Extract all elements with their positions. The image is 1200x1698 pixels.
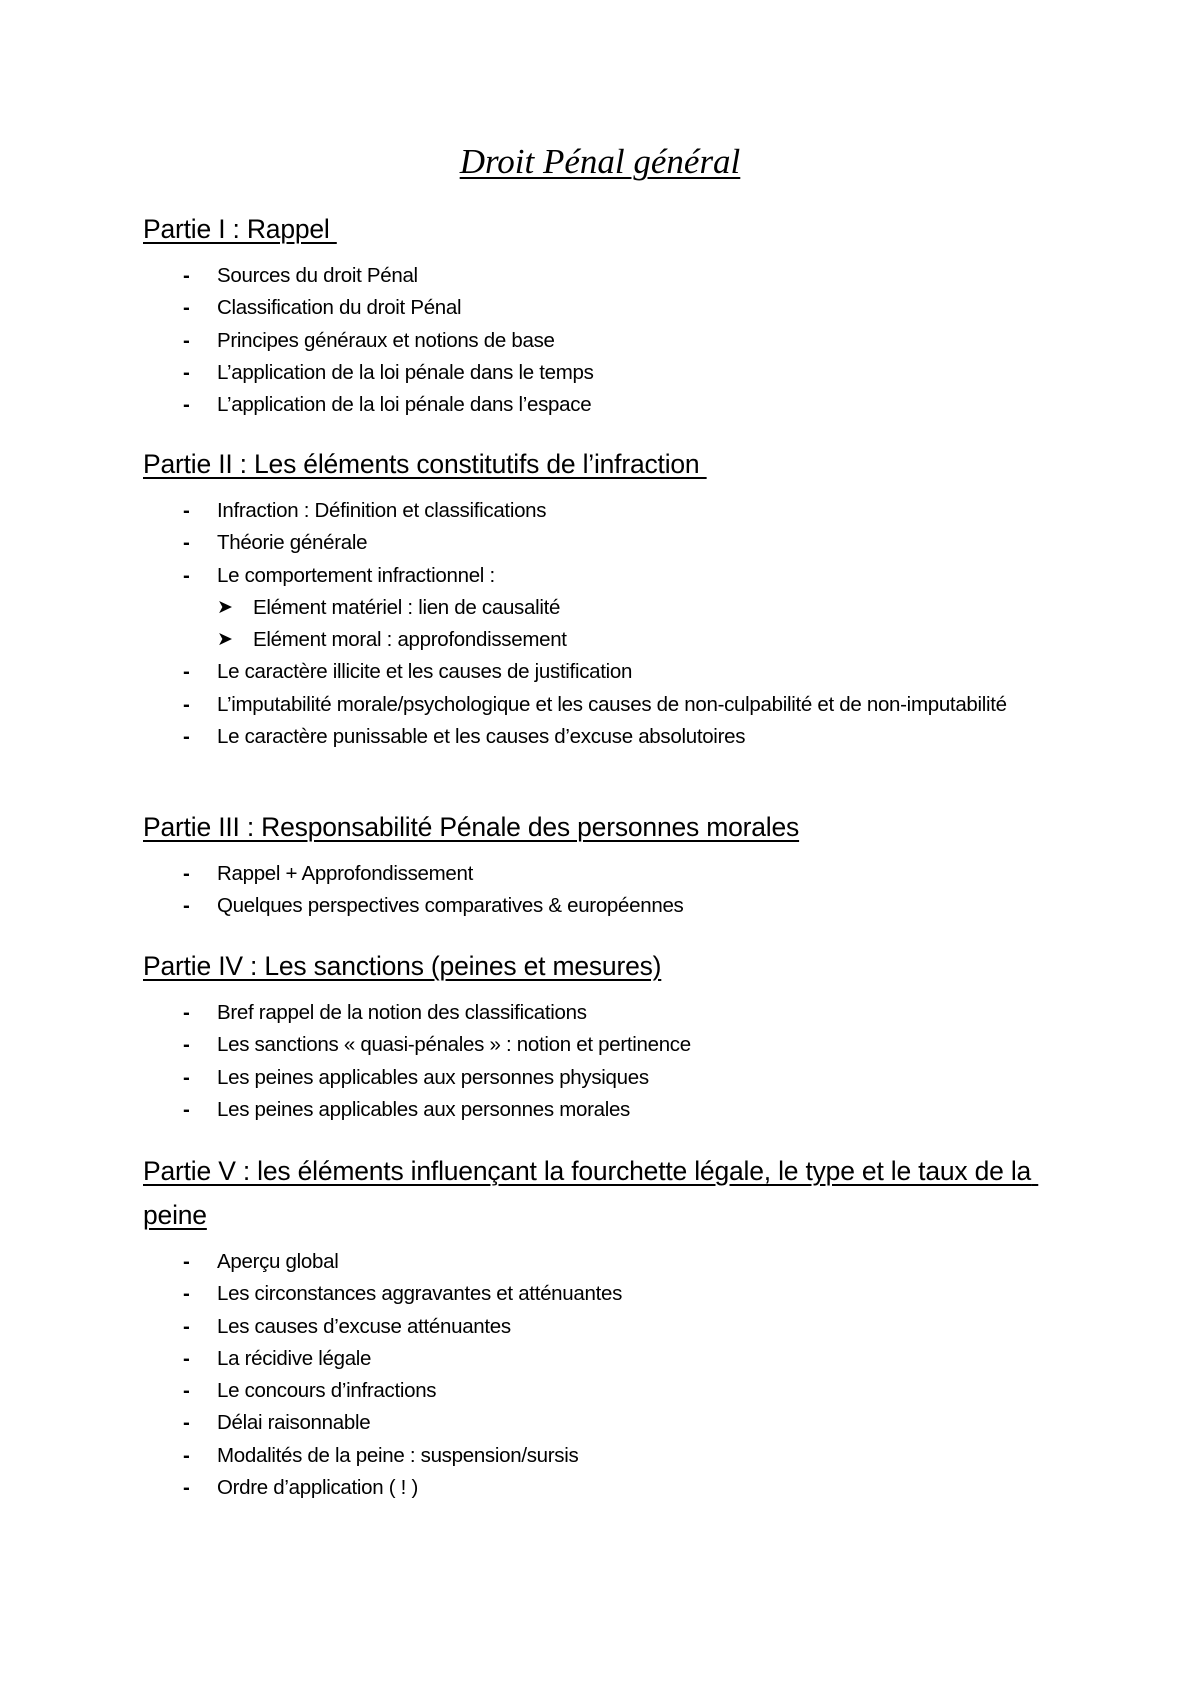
list-item: - Infraction : Définition et classifications xyxy=(143,495,1063,527)
section-list xyxy=(143,858,1063,923)
section-partie-3 xyxy=(143,805,1063,923)
section-heading: Partie IV : Les sanctions (peines et mesures) xyxy=(143,951,662,981)
bullet-dash-icon: - xyxy=(183,296,190,320)
bullet-dash-icon: - xyxy=(183,862,190,885)
bullet-dash-icon: - xyxy=(183,264,190,287)
list-item: - Classification du droit Pénal xyxy=(143,292,1063,324)
list-item: - Aperçu global xyxy=(143,1246,1043,1278)
list-item: - Ordre d’application ( ! ) xyxy=(143,1472,1043,1504)
section-heading: Partie V : les éléments influençant la fourchette légale, le type et le taux de la peine xyxy=(143,1156,1039,1230)
list-item: - Les peines applicables aux personnes morales xyxy=(143,1094,1063,1126)
section-partie-5 xyxy=(143,1149,1043,1504)
section-partie-1 xyxy=(143,207,1063,421)
bullet-dash-icon: - xyxy=(183,1314,190,1338)
bullet-dash-icon: - xyxy=(183,393,190,417)
list-item: - L’imputabilité morale/psychologique et les causes de non-culpabilité et de non-imputabilité xyxy=(143,689,1063,721)
list-item: - Le comportement infractionnel : xyxy=(143,560,1063,592)
bullet-dash-icon: - xyxy=(183,563,190,587)
bullet-dash-icon: - xyxy=(183,1033,190,1057)
section-heading: Partie I : Rappel xyxy=(143,214,337,244)
list-item: - Bref rappel de la notion des classifications xyxy=(143,997,1063,1029)
bullet-dash-icon: - xyxy=(183,1250,190,1273)
list-item: - Théorie générale xyxy=(143,527,1063,559)
list-item: - Les sanctions « quasi-pénales » : notion et pertinence xyxy=(143,1029,1063,1061)
list-item: - Le concours d’infractions xyxy=(143,1375,1043,1407)
bullet-dash-icon: - xyxy=(183,1097,190,1121)
bullet-dash-icon: - xyxy=(183,894,190,918)
bullet-dash-icon: - xyxy=(183,1443,190,1467)
bullet-dash-icon: - xyxy=(183,1001,190,1024)
section-list xyxy=(143,997,1063,1126)
sub-list-item: ➤ Elément matériel : lien de causalité xyxy=(143,592,1063,624)
section-list xyxy=(143,260,1063,421)
bullet-dash-icon: - xyxy=(183,1346,190,1370)
bullet-dash-icon: - xyxy=(183,1065,190,1089)
list-item: - Rappel + Approfondissement xyxy=(143,858,1063,890)
list-item: - Quelques perspectives comparatives & européennes xyxy=(143,890,1063,922)
arrow-bullet-icon: ➤ xyxy=(217,629,233,651)
bullet-dash-icon: - xyxy=(183,1282,190,1306)
list-item: - La récidive légale xyxy=(143,1343,1043,1375)
list-item: - Les peines applicables aux personnes physiques xyxy=(143,1062,1063,1094)
list-item: - Le caractère illicite et les causes de justification xyxy=(143,656,1063,688)
bullet-dash-icon: - xyxy=(183,660,190,684)
list-item: - Principes généraux et notions de base xyxy=(143,325,1063,357)
list-item: - Sources du droit Pénal xyxy=(143,260,1063,292)
list-item: - Le caractère punissable et les causes d’excuse absolutoires xyxy=(143,721,1063,753)
sub-list-item: ➤ Elément moral : approfondissement xyxy=(143,624,1063,656)
arrow-bullet-icon: ➤ xyxy=(217,596,233,618)
bullet-dash-icon: - xyxy=(183,725,190,749)
section-heading: Partie III : Responsabilité Pénale des personnes morales xyxy=(143,812,800,842)
bullet-dash-icon: - xyxy=(183,328,190,352)
list-item: - Les circonstances aggravantes et atténuantes xyxy=(143,1278,1043,1310)
bullet-dash-icon: - xyxy=(183,531,190,555)
bullet-dash-icon: - xyxy=(183,499,190,522)
section-list xyxy=(143,495,1063,753)
bullet-dash-icon: - xyxy=(183,1476,190,1500)
bullet-dash-icon: - xyxy=(183,692,190,716)
bullet-dash-icon: - xyxy=(183,360,190,384)
section-partie-4 xyxy=(143,944,1063,1126)
list-item: - Délai raisonnable xyxy=(143,1407,1043,1439)
list-item: - L’application de la loi pénale dans le temps xyxy=(143,357,1063,389)
document-title: Droit Pénal général xyxy=(459,142,741,181)
list-item: - Modalités de la peine : suspension/sursis xyxy=(143,1440,1043,1472)
bullet-dash-icon: - xyxy=(183,1411,190,1435)
list-item: - Les causes d’excuse atténuantes xyxy=(143,1311,1043,1343)
section-heading: Partie II : Les éléments constitutifs de l’infraction xyxy=(143,449,707,479)
bullet-dash-icon: - xyxy=(183,1379,190,1403)
list-item: - L’application de la loi pénale dans l’espace xyxy=(143,389,1063,421)
section-list xyxy=(143,1246,1043,1504)
section-partie-2 xyxy=(143,442,1063,753)
